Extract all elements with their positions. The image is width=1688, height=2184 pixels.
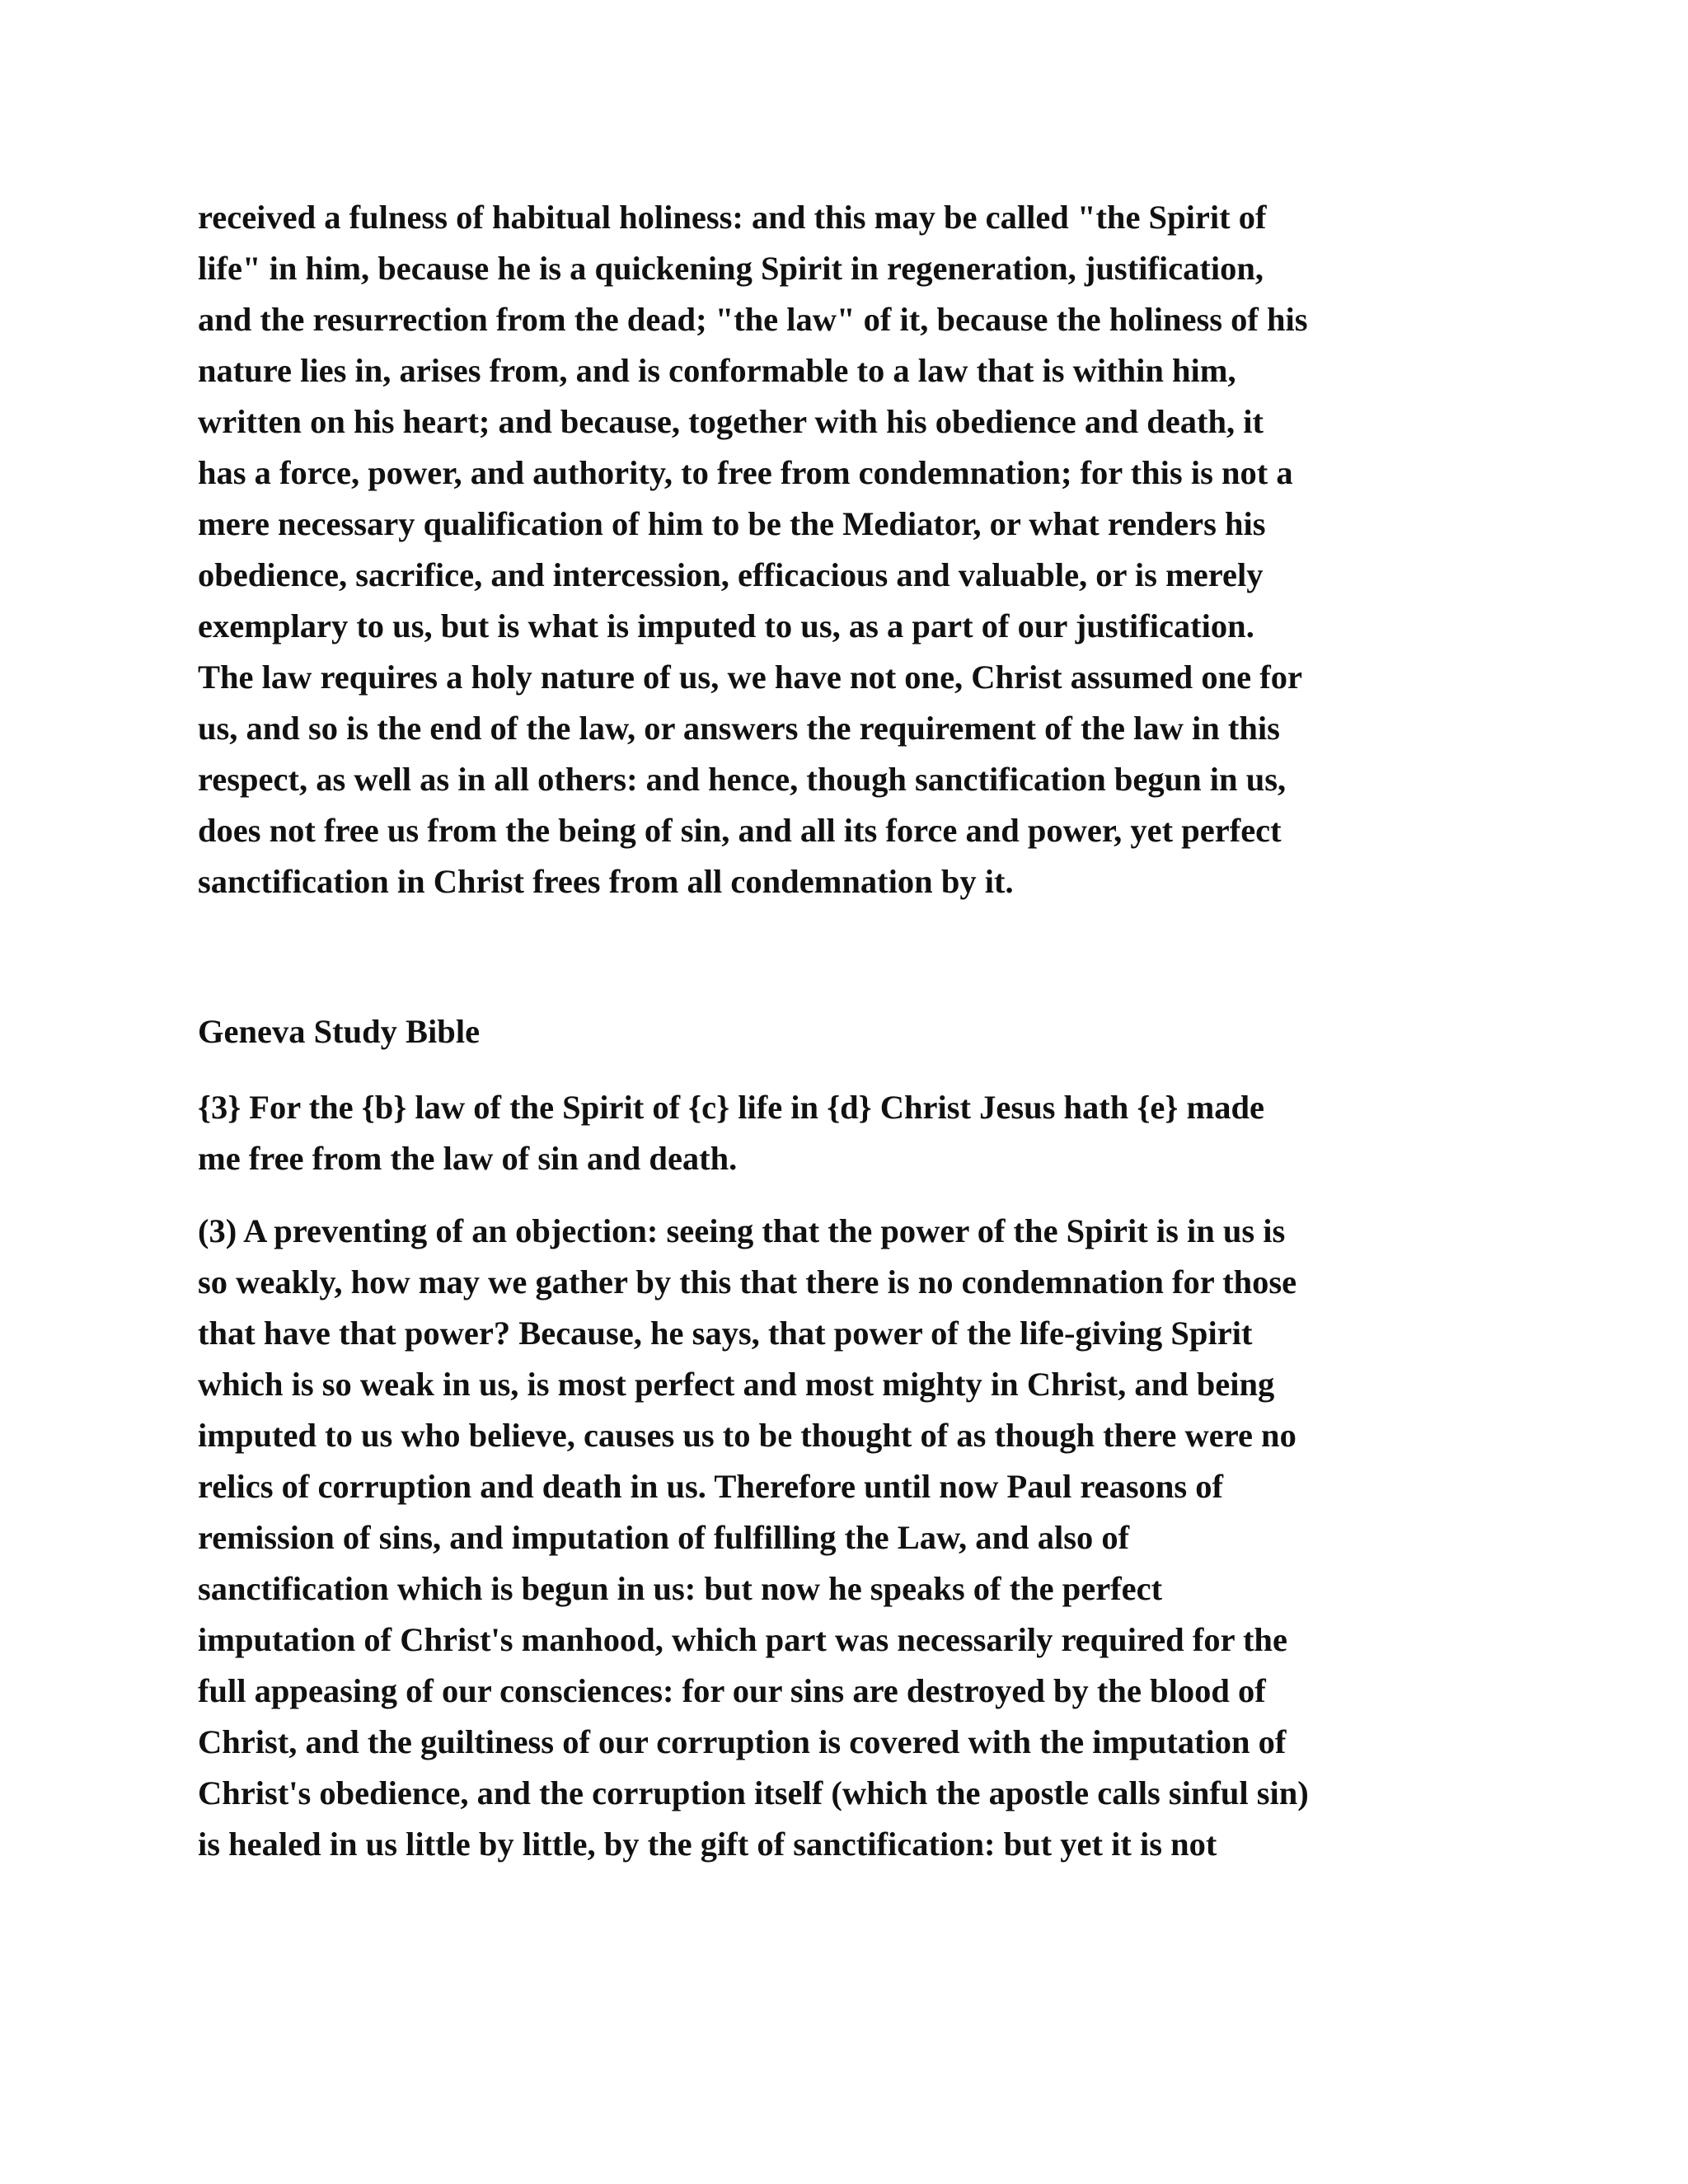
- note-line: relics of corruption and death in us. Therefore until now Paul reasons of: [198, 1468, 1223, 1505]
- verse-line: {3} For the {b} law of the Spirit of {c} life in {d} Christ Jesus hath {e} made: [198, 1089, 1264, 1126]
- commentary-line: exemplary to us, but is what is imputed to us, as a part of our justification.: [198, 607, 1254, 644]
- note-line: Christ's obedience, and the corruption itself (which the apostle calls sinful sin): [198, 1774, 1309, 1811]
- note-line: sanctification which is begun in us: but now he speaks of the perfect: [198, 1570, 1163, 1607]
- study-note-paragraph: [198, 1206, 1500, 1870]
- commentary-line: received a fulness of habitual holiness: and this may be called "the Spirit of: [198, 199, 1267, 236]
- note-line: is healed in us little by little, by the gift of sanctification: but yet it is not: [198, 1825, 1217, 1863]
- note-line: remission of sins, and imputation of fulfilling the Law, and also of: [198, 1519, 1130, 1556]
- note-line: which is so weak in us, is most perfect and most mighty in Christ, and being: [198, 1366, 1275, 1403]
- commentary-line: us, and so is the end of the law, or answers the requirement of the law in this: [198, 710, 1280, 747]
- note-line: imputed to us who believe, causes us to be thought of as though there were no: [198, 1417, 1296, 1454]
- commentary-line: nature lies in, arises from, and is conformable to a law that is within him,: [198, 352, 1236, 389]
- commentary-line: and the resurrection from the dead; "the law" of it, because the holiness of his: [198, 301, 1308, 338]
- note-line: that have that power? Because, he says, that power of the life-giving Spirit: [198, 1315, 1253, 1352]
- verse-paragraph: [198, 1082, 1500, 1184]
- commentary-paragraph: [198, 192, 1500, 907]
- note-line: full appeasing of our consciences: for our sins are destroyed by the blood of: [198, 1672, 1266, 1709]
- note-line: Christ, and the guiltiness of our corruption is covered with the imputation of: [198, 1723, 1287, 1760]
- note-line: imputation of Christ's manhood, which part was necessarily required for the: [198, 1621, 1287, 1658]
- commentary-line: obedience, sacrifice, and intercession, efficacious and valuable, or is merely: [198, 556, 1264, 593]
- note-line: (3) A preventing of an objection: seeing that the power of the Spirit is in us is: [198, 1212, 1286, 1249]
- commentary-line: has a force, power, and authority, to free from condemnation; for this is not a: [198, 454, 1293, 491]
- commentary-line: respect, as well as in all others: and hence, though sanctification begun in us,: [198, 761, 1287, 798]
- commentary-line: sanctification in Christ frees from all condemnation by it.: [198, 863, 1014, 900]
- section-heading-block: [198, 1006, 1500, 1057]
- commentary-line: written on his heart; and because, together with his obedience and death, it: [198, 403, 1264, 440]
- verse-line: me free from the law of sin and death.: [198, 1140, 738, 1177]
- note-line: so weakly, how may we gather by this that there is no condemnation for those: [198, 1263, 1297, 1301]
- commentary-line: mere necessary qualification of him to be the Mediator, or what renders his: [198, 505, 1266, 542]
- commentary-line: does not free us from the being of sin, and all its force and power, yet perfect: [198, 812, 1282, 849]
- section-heading: Geneva Study Bible: [198, 1013, 481, 1050]
- commentary-line: life" in him, because he is a quickening Spirit in regeneration, justification,: [198, 250, 1264, 287]
- commentary-line: The law requires a holy nature of us, we have not one, Christ assumed one for: [198, 658, 1302, 696]
